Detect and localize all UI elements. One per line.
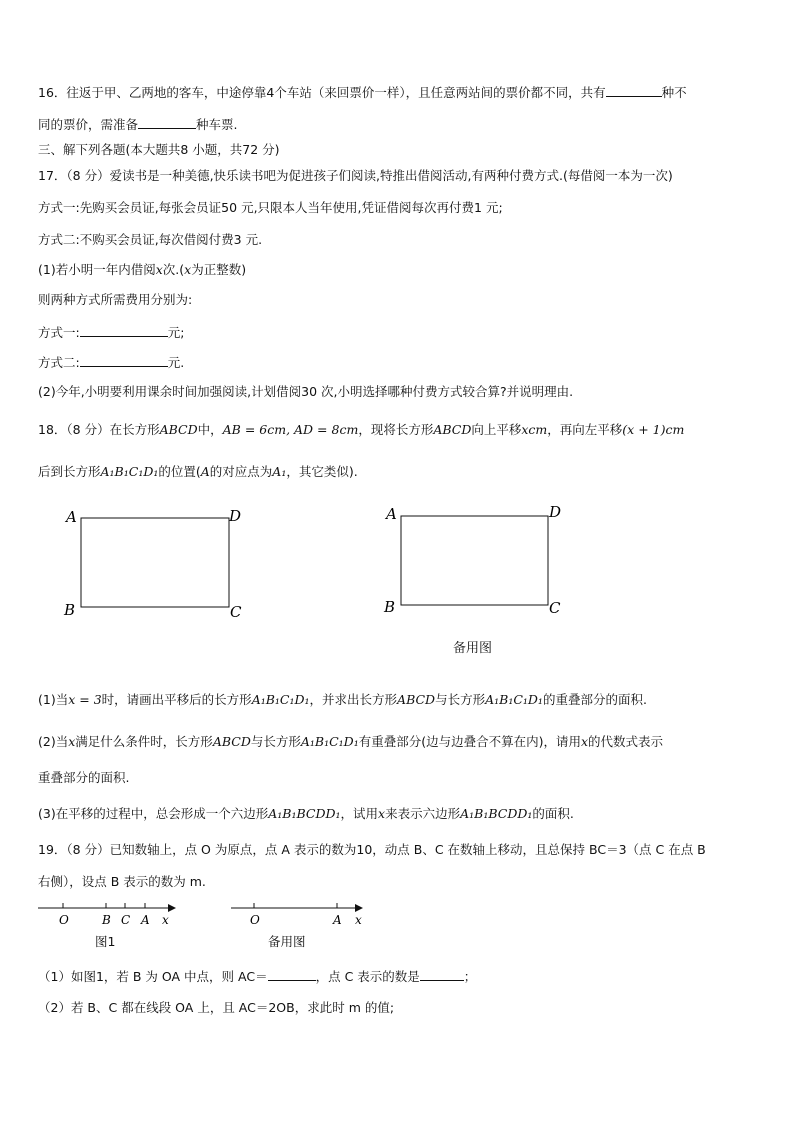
q18-part1-b: 时，请画出平移后的长方形 [101, 692, 252, 707]
q18-abcd: ABCD [159, 422, 198, 437]
q19-part1-b: ，点 C 表示的数是 [315, 969, 420, 984]
q17-var-x-2: x [184, 262, 192, 277]
q18-part1-d: 与长方形 [435, 692, 486, 707]
q17-way1-blank-line [38, 324, 184, 341]
q18-part1-rect3: A₁B₁C₁D₁ [485, 692, 543, 707]
q18-rectangles-figure [0, 500, 794, 660]
q18-part3-d: 的面积. [532, 806, 574, 821]
q18-part1-a: 当 [55, 692, 69, 707]
rectangle-backup [401, 516, 548, 605]
q18-part2-cont: 重叠部分的面积. [38, 770, 130, 785]
q17-way1: 方式一:先购买会员证,每张会员证50 元,只限本人当年使用,凭证借阅每次再付费1 元; [38, 200, 503, 215]
fig2-label-a: A [333, 913, 342, 927]
q18-shift: (x + 1)cm [622, 422, 685, 437]
q18-x3: x = 3 [68, 692, 102, 707]
fig1-label-a: A [141, 913, 150, 927]
q19-part2: （2）若 B、C 都在线段 OA 上，且 AC＝2OB，求此时 m 的值; [38, 1000, 395, 1015]
q18-part1-c: ，并求出长方形 [309, 692, 398, 707]
q18-hexagon: A₁B₁BCDD₁ [268, 806, 341, 821]
q18-part1-rect2: ABCD [397, 692, 436, 707]
q19-blank-1 [268, 968, 316, 981]
q19-part1-a: （1）如图1，若 B 为 OA 中点，则 AC＝ [38, 969, 268, 984]
q18-text-f: 后到长方形 [38, 464, 101, 479]
q18-text-e: ，再向左平移 [547, 422, 623, 437]
fig2-label-o: O [250, 913, 260, 927]
q18-part2-rect1: ABCD [212, 734, 251, 749]
q17-way2-label: 方式二: [38, 355, 80, 370]
backup-label-b: B [384, 598, 396, 616]
fig2-label-x: x [355, 913, 362, 927]
q18-part3-num: (3) [38, 806, 56, 821]
q17-way1-blank [80, 324, 168, 337]
q17-part2: (2)今年,小明要利用课余时间加强阅读,计划借阅30 次,小明选择哪种付费方式较合算?并说明理由. [38, 384, 574, 399]
q18-text-h: 的对应点为 [209, 464, 273, 479]
q18-part3-x: x [378, 806, 386, 821]
q17-var-x: x [155, 262, 163, 277]
backup-label-a: A [386, 505, 397, 523]
q18-text-a: 18．（8 分）在长方形 [38, 422, 160, 437]
q17-way1-label: 方式一: [38, 325, 80, 340]
q18-text-i: ，其它类似). [286, 464, 358, 479]
q18-line-2 [38, 464, 358, 480]
q18-part1-e: 的重叠部分的面积. [542, 692, 647, 707]
q17-way2-blank-line [38, 354, 184, 371]
q19-part1 [38, 968, 476, 985]
q18-part2-a: 当 [55, 734, 69, 749]
q17-part1 [38, 262, 246, 278]
q18-part2-x: x [68, 734, 76, 749]
q17-way2-blank [80, 354, 168, 367]
q18-part2-num: (2) [38, 734, 56, 749]
q18-part3-c: 来表示六边形 [385, 806, 461, 821]
q18-part1-rect1: A₁B₁C₁D₁ [251, 692, 310, 707]
q16-text-c: 同的票价，需准备 [38, 117, 139, 132]
fig1-label-c: C [121, 913, 131, 927]
q19-fig2-caption: 备用图 [268, 934, 306, 949]
q17-part1-a: (1)若小明一年内借阅 [38, 262, 156, 277]
q16-blank-2 [138, 116, 196, 129]
q16-blank-1 [606, 84, 662, 97]
q18-text-g: 的位置( [158, 464, 201, 479]
backup-label-c: C [549, 599, 561, 617]
q18-part3 [38, 806, 574, 822]
q18-a1b1c1d1: A₁B₁C₁D₁ [100, 464, 159, 479]
q18-text-c: ，现将长方形 [358, 422, 434, 437]
q19-blank-2 [420, 968, 464, 981]
q18-point-a1: A₁ [272, 464, 287, 479]
label-d: D [229, 507, 242, 525]
q17-part1-c: 为正整数) [191, 262, 247, 277]
q18-part2-c: 与长方形 [250, 734, 301, 749]
q17-yuan-2: 元. [167, 355, 185, 370]
q16-text-b: 种不 [661, 85, 687, 100]
fig1-arrow-icon [168, 904, 176, 912]
q18-backup-caption: 备用图 [453, 641, 493, 656]
q19-line-1: 19．（8 分）已知数轴上，点 O 为原点，点 A 表示的数为10，动点 B、C 在数轴上移动，且总保持 BC＝3（点 C 在点 B [38, 842, 706, 857]
label-b: B [64, 601, 76, 619]
q18-part1 [38, 692, 647, 708]
q16-line-2 [38, 116, 238, 133]
fig2-arrow-icon [355, 904, 363, 912]
q19-line-2: 右侧），设点 B 表示的数为 m. [38, 874, 206, 889]
q16-line-1 [38, 84, 687, 101]
q19-part1-c: ； [463, 969, 477, 984]
q18-hexagon-2: A₁B₁BCDD₁ [460, 806, 533, 821]
q18-line-1 [38, 422, 684, 438]
fig1-label-b: B [102, 913, 111, 927]
q18-text-d: 向上平移 [471, 422, 522, 437]
q18-dims: AB = 6cm, AD = 8cm [222, 422, 359, 437]
q18-part2-b: 满足什么条件时，长方形 [75, 734, 213, 749]
q17-part1-b: 次.( [162, 262, 185, 277]
q18-part2-e: 的代数式表示 [588, 734, 664, 749]
section-3-heading: 三、解下列各题(本大题共8 小题，共72 分) [38, 142, 280, 157]
rectangle-main [81, 518, 229, 607]
q18-part3-a: 在平移的过程中，总会形成一个六边形 [55, 806, 269, 821]
fig1-label-o: O [59, 913, 69, 927]
label-c: C [230, 603, 242, 621]
q18-xcm: xcm [521, 422, 548, 437]
q19-number-lines [0, 898, 794, 953]
q17-yuan-1: 元; [167, 325, 185, 340]
q18-part3-b: ，试用 [340, 806, 379, 821]
q18-part2-rect2: A₁B₁C₁D₁ [300, 734, 359, 749]
q18-text-b: 中， [197, 422, 223, 437]
backup-label-d: D [549, 503, 562, 521]
q19-fig1-caption: 图1 [95, 934, 116, 949]
q16-text-a: 16．往返于甲、乙两地的客车，中途停靠4个车站（来回票价一样），且任意两站间的票价都不同，共有 [38, 85, 606, 100]
label-a: A [66, 508, 77, 526]
q18-point-a: A [200, 464, 210, 479]
q16-text-d: 种车票. [196, 117, 238, 132]
q17-stem: 17．（8 分）爱读书是一种美德,快乐读书吧为促进孩子们阅读,特推出借阅活动,有两种付费方式.(每借阅一本为一次) [38, 168, 673, 183]
q18-part2 [38, 734, 663, 750]
q18-part2-d: 有重叠部分(边与边叠合不算在内)，请用 [358, 734, 581, 749]
q18-part2-x2: x [580, 734, 589, 749]
q18-part1-num: (1) [38, 692, 56, 707]
q17-cost-intro: 则两种方式所需费用分别为: [38, 292, 193, 307]
q17-way2: 方式二:不购买会员证,每次借阅付费3 元. [38, 232, 263, 247]
fig1-label-x: x [162, 913, 169, 927]
q18-abcd-2: ABCD [433, 422, 472, 437]
